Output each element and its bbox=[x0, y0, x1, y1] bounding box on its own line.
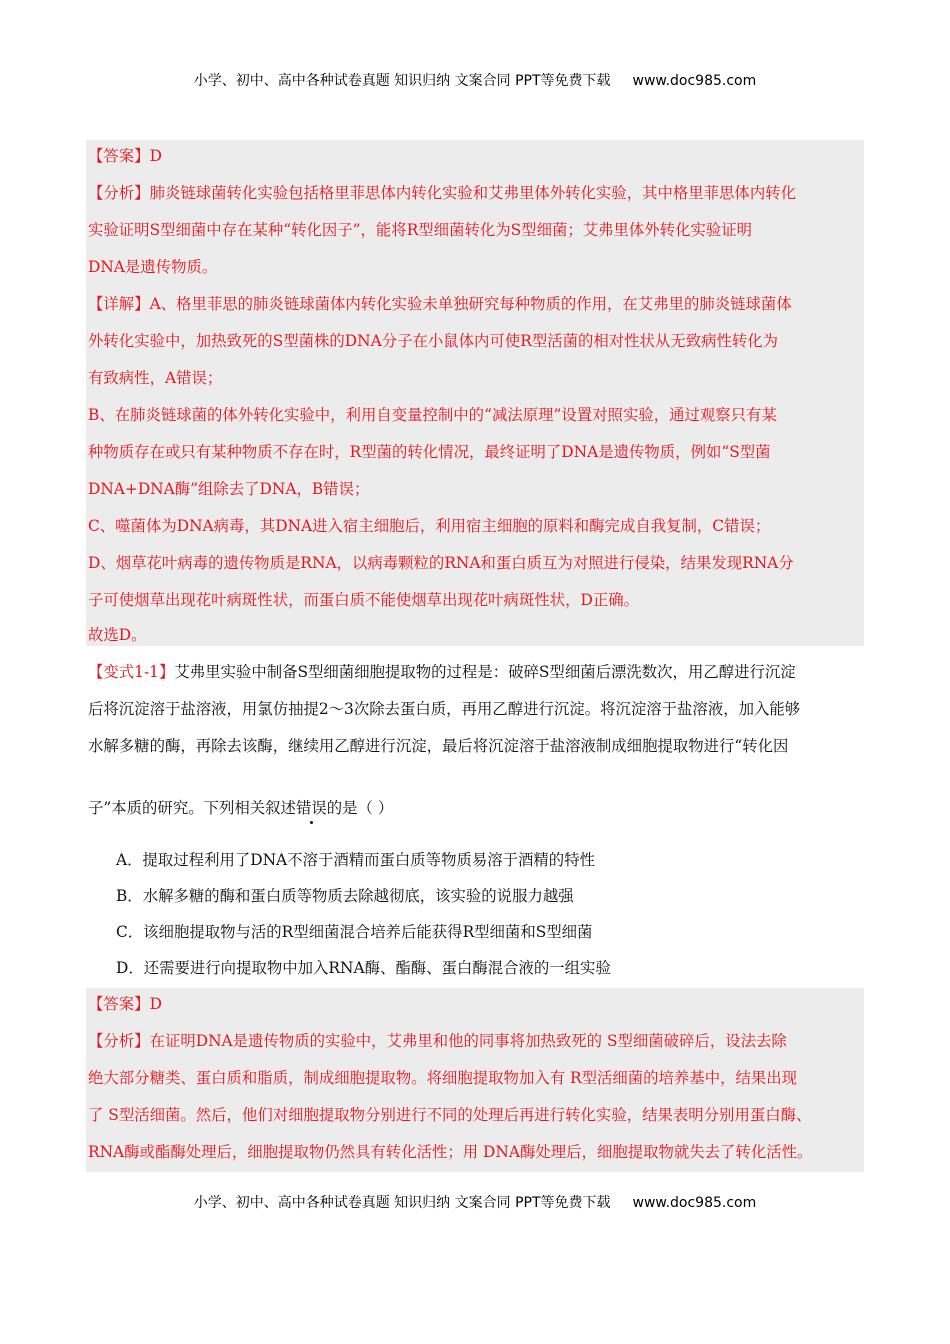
option-a: A．提取过程利用了DNA不溶于酒精而蛋白质等物质易溶于酒精的特性 bbox=[116, 851, 595, 869]
detail-tag: 【详解】 bbox=[88, 295, 150, 313]
detail-line-6: DNA+DNA酶”组除去了DNA，B错误； bbox=[88, 480, 370, 498]
detail-line-3: 有致病性，A错误； bbox=[88, 369, 223, 387]
answer-line-2 bbox=[88, 994, 162, 1014]
analysis-line-3: DNA是遗传物质。 bbox=[88, 258, 218, 276]
answer-tag: 【答案】 bbox=[88, 147, 150, 165]
header-url[interactable]: www.doc985.com bbox=[632, 73, 757, 89]
question-tag: 【变式1-1】 bbox=[88, 663, 175, 681]
answer-tag-2: 【答案】 bbox=[88, 995, 150, 1013]
detail-text: A、格里菲思的肺炎链球菌体内转化实验未单独研究每种物质的作用，在艾弗里的肺炎链球菌体 bbox=[149, 295, 792, 313]
detail-line-1 bbox=[88, 294, 792, 314]
option-b: B．水解多糖的酶和蛋白质等物质去除越彻底，该实验的说服力越强 bbox=[116, 887, 574, 905]
question-stem-text-b: 的是（ ） bbox=[326, 799, 394, 817]
analysis-line-1 bbox=[88, 183, 796, 203]
question-stem-text: 艾弗里实验中制备S型细菌细胞提取物的过程是：破碎S型细菌后漂洗数次，用乙醇进行沉淀 bbox=[174, 663, 796, 681]
answer-value: D bbox=[149, 147, 162, 165]
analysis-tag-2: 【分析】 bbox=[88, 1032, 150, 1050]
analysis-text: 肺炎链球菌转化实验包括格里菲思体内转化实验和艾弗里体外转化实验，其中格里菲思体内转化 bbox=[149, 184, 796, 202]
page-header bbox=[0, 70, 950, 90]
answer-value-2: D bbox=[149, 995, 162, 1013]
emphasis-word-1 bbox=[296, 799, 327, 817]
analysis-tag: 【分析】 bbox=[88, 184, 150, 202]
detail-line-2: 外转化实验中，加热致死的S型菌株的DNA分子在小鼠体内可使R型活菌的相对性状从无致病性转化为 bbox=[88, 332, 779, 350]
analysis-line-2: 实验证明S型细菌中存在某种“转化因子”，能将R型细菌转化为S型细菌；艾弗里体外转化实验证明 bbox=[88, 221, 753, 239]
page-footer bbox=[0, 1192, 950, 1212]
analysis2-text: 在证明DNA是遗传物质的实验中，艾弗里和他的同事将加热致死的 S型细菌破碎后，设法去除 bbox=[149, 1032, 787, 1050]
question-stem-text-a: 子”本质的研究。下列相关叙述 bbox=[88, 799, 296, 817]
option-d: D．还需要进行向提取物中加入RNA酶、酯酶、蛋白酶混合液的一组实验 bbox=[116, 959, 611, 977]
detail-line-7: C、噬菌体为DNA病毒，其DNA进入宿主细胞后，利用宿主细胞的原料和酶完成自我复制，C错误； bbox=[88, 517, 771, 535]
option-c: C．该细胞提取物与活的R型细菌混合培养后能获得R型细菌和S型细菌 bbox=[116, 923, 593, 941]
question-stem-line-1 bbox=[88, 662, 796, 682]
detail-line-5: 种物质存在或只有某种物质不存在时，R型菌的转化情况，最终证明了DNA是遗传物质，例如“S型菌 bbox=[88, 443, 771, 461]
analysis2-line-1 bbox=[88, 1031, 787, 1051]
detail-line-4: B、在肺炎链球菌的体外转化实验中，利用自变量控制中的“减法原理”设置对照实验，通过观察只有某 bbox=[88, 406, 777, 424]
question-stem-line-3: 水解多糖的酶，再除去该酶，继续用乙醇进行沉淀，最后将沉淀溶于盐溶液制成细胞提取物进行“转化因 bbox=[88, 737, 789, 755]
question-stem-line-4 bbox=[88, 798, 393, 818]
detail-line-9: 子可使烟草出现花叶病斑性状，而蛋白质不能使烟草出现花叶病斑性状，D正确。 bbox=[88, 591, 640, 609]
detail-line-8: D、烟草花叶病毒的遗传物质是RNA，以病毒颗粒的RNA和蛋白质互为对照进行侵染，结果发现RNA分 bbox=[88, 554, 794, 572]
header-text: 小学、初中、高中各种试卷真题 知识归纳 文案合同 PPT等免费下载 bbox=[193, 73, 611, 89]
emphasis-text: 错误 bbox=[295, 799, 327, 817]
answer-line bbox=[88, 146, 162, 166]
footer-text: 小学、初中、高中各种试卷真题 知识归纳 文案合同 PPT等免费下载 bbox=[193, 1195, 611, 1211]
footer-url[interactable]: www.doc985.com bbox=[632, 1195, 757, 1211]
analysis2-line-3: 了 S型活细菌。然后，他们对细胞提取物分别进行不同的处理后再进行转化实验，结果表明分别用蛋白酶、 bbox=[88, 1106, 812, 1124]
question-stem-line-2: 后将沉淀溶于盐溶液，用氯仿抽提2～3次除去蛋白质，再用乙醇进行沉淀。将沉淀溶于盐溶液，加入能够 bbox=[88, 700, 801, 718]
conclusion-line: 故选D。 bbox=[88, 626, 147, 644]
analysis2-line-4: RNA酶或酯酶处理后，细胞提取物仍然具有转化活性；用 DNA酶处理后，细胞提取物就失去了转化活性。 bbox=[88, 1143, 813, 1161]
analysis2-line-2: 绝大部分糖类、蛋白质和脂质，制成细胞提取物。将细胞提取物加入有 R型活细菌的培养基中，结果出现 bbox=[88, 1069, 798, 1087]
